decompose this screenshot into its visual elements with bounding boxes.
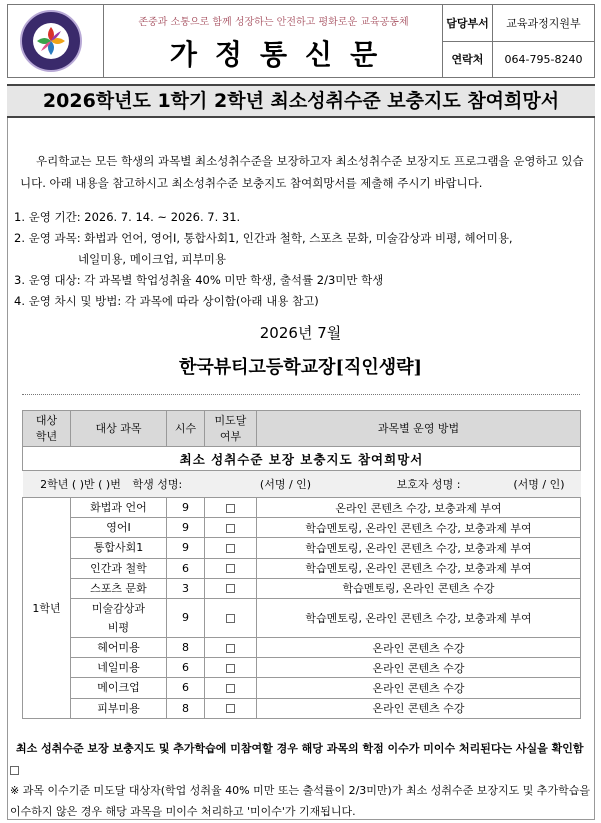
col-header-hours: 시수: [167, 411, 205, 447]
table-row: [23, 518, 581, 538]
subject-cell: 미술감상과 비평: [71, 598, 167, 637]
unmet-checkbox[interactable]: [226, 524, 235, 533]
col-header-grade: 대상 학년: [23, 411, 71, 447]
unmet-checkbox-cell: [205, 538, 257, 558]
hours-cell: 8: [167, 637, 205, 657]
contact-value: 064-795-8240: [493, 41, 595, 77]
notice: [10, 738, 592, 822]
method-cell: 온라인 콘텐츠 수강: [257, 678, 581, 698]
method-cell: 학습멘토링, 온라인 콘텐츠 수강, 보충과제 부여: [257, 558, 581, 578]
newsletter-title: 가정통신문: [169, 38, 396, 71]
unmet-checkbox[interactable]: [226, 564, 235, 573]
method-cell: 학습멘토링, 온라인 콘텐츠 수강, 보충과제 부여: [257, 598, 581, 637]
intro-paragraph: 우리학교는 모든 학생의 과목별 최소성취수준을 보장하고자 최소성취수준 보장지도 프로그램을 운영하고 있습니다. 아래 내용을 참고하시고 최소성취수준 보충지도 참여희망서를 제출해 주시기 바랍니다.: [20, 154, 584, 190]
info-item-subjects: 2. 운영 과목: 화법과 언어, 영어Ⅰ, 통합사회1, 인간과 철학, 스포츠 문화, 미술감상과 비평, 헤어미용,: [14, 231, 513, 245]
hours-cell: 3: [167, 578, 205, 598]
newsletter-header: [7, 4, 595, 78]
hours-cell: 6: [167, 678, 205, 698]
unmet-checkbox[interactable]: [226, 614, 235, 623]
student-name-label: 학생 성명:: [132, 478, 183, 491]
table-row: [23, 658, 581, 678]
contact-info-table: [442, 5, 594, 77]
col-header-subject: 대상 과목: [71, 411, 167, 447]
table-row: [23, 698, 581, 718]
dept-label: 담당부서: [443, 5, 493, 41]
subject-cell: 헤어미용: [71, 637, 167, 657]
table-row: [23, 578, 581, 598]
contact-label: 연락처: [443, 41, 493, 77]
method-cell: 학습멘토링, 온라인 콘텐츠 수강, 보충과제 부여: [257, 538, 581, 558]
unmet-checkbox-cell: [205, 518, 257, 538]
method-cell: 온라인 콘텐츠 수강: [257, 658, 581, 678]
table-row: [23, 678, 581, 698]
subject-cell: 메이크업: [71, 678, 167, 698]
footnote: ※ 과목 이수기준 미도달 대상자(학업 성취율 40% 미만 또는 출석률이 2/3미만)가 최소 성취수준 보장지도 및 추가학습을 이수하지 않은 경우 해당 과목을 미이수 처리하고 '미이수'가 기재됩니다.: [10, 784, 590, 818]
info-item-subjects-cont: 네일미용, 메이크업, 피부미용: [78, 252, 226, 266]
class-number-field[interactable]: 2학년 ( )반 ( )번: [40, 478, 121, 491]
cut-line: [22, 394, 580, 395]
hours-cell: 6: [167, 558, 205, 578]
parent-sign-field[interactable]: (서명 / 인): [513, 478, 565, 491]
participation-form: [22, 410, 581, 719]
school-slogan: 존중과 소통으로 함께 성장하는 안전하고 평화로운 교육공동체: [138, 17, 409, 28]
unmet-checkbox-cell: [205, 637, 257, 657]
grade-cell: 1학년: [23, 498, 71, 719]
info-item-period: 1. 운영 기간: 2026. 7. 14. ~ 2026. 7. 31.: [14, 210, 241, 224]
method-cell: 학습멘토링, 온라인 콘텐츠 수강: [257, 578, 581, 598]
title-box: [105, 5, 442, 77]
student-info-row: [23, 471, 581, 498]
confirm-statement: 최소 성취수준 보장 보충지도 및 추가학습에 미참여할 경우 해당 과목의 학점 이수가 미이수 처리된다는 사실을 확인함: [10, 738, 592, 780]
unmet-checkbox-cell: [205, 598, 257, 637]
unmet-checkbox-cell: [205, 698, 257, 718]
info-item-target: 3. 운영 대상: 각 과목별 학업성취율 40% 미만 학생, 출석률 2/3미만 학생: [14, 273, 384, 287]
hours-cell: 9: [167, 518, 205, 538]
document-title-banner: 2026학년도 1학기 2학년 최소성취수준 보충지도 참여희망서: [7, 84, 595, 118]
form-title: 최소 성취수준 보장 보충지도 참여희망서: [23, 447, 581, 471]
hours-cell: 9: [167, 598, 205, 637]
subject-cell: 스포츠 문화: [71, 578, 167, 598]
col-header-unmet: 미도달 여부: [205, 411, 257, 447]
unmet-checkbox-cell: [205, 558, 257, 578]
subject-cell: 피부미용: [71, 698, 167, 718]
method-cell: 온라인 콘텐츠 수강: [257, 637, 581, 657]
method-cell: 온라인 콘텐츠 수강, 보충과제 부여: [257, 498, 581, 518]
unmet-checkbox-cell: [205, 578, 257, 598]
hours-cell: 6: [167, 658, 205, 678]
subject-cell: 네일미용: [71, 658, 167, 678]
issue-date: 2026년 7월: [259, 324, 342, 342]
subject-cell: 영어Ⅰ: [71, 518, 167, 538]
unmet-checkbox[interactable]: [226, 644, 235, 653]
parent-name-label: 보호자 성명 :: [396, 478, 461, 491]
unmet-checkbox[interactable]: [226, 504, 235, 513]
unmet-checkbox[interactable]: [226, 584, 235, 593]
student-sign-field[interactable]: (서명 / 인): [259, 478, 312, 491]
info-list: [14, 207, 594, 312]
school-logo: [20, 10, 82, 72]
dept-value: 교육과정지원부: [493, 5, 595, 41]
table-row: [23, 538, 581, 558]
unmet-checkbox[interactable]: [226, 704, 235, 713]
unmet-checkbox-cell: [205, 658, 257, 678]
table-row: [23, 598, 581, 637]
unmet-checkbox[interactable]: [226, 684, 235, 693]
table-row: [23, 498, 581, 518]
unmet-checkbox[interactable]: [226, 544, 235, 553]
principal-signature: 한국뷰티고등학교장[직인생략]: [178, 357, 423, 378]
confirm-checkbox[interactable]: [10, 766, 19, 775]
col-header-method: 과목별 운영 방법: [257, 411, 581, 447]
method-cell: 온라인 콘텐츠 수강: [257, 698, 581, 718]
unmet-checkbox[interactable]: [226, 664, 235, 673]
table-row: [23, 558, 581, 578]
unmet-checkbox-cell: [205, 678, 257, 698]
hours-cell: 9: [167, 538, 205, 558]
subject-cell: 인간과 철학: [71, 558, 167, 578]
table-row: [23, 637, 581, 657]
info-item-method: 4. 운영 차시 및 방법: 각 과목에 따라 상이함(아래 내용 참고): [14, 294, 319, 308]
school-logo-box: [8, 5, 104, 77]
subject-cell: 통합사회1: [71, 538, 167, 558]
subject-cell: 화법과 언어: [71, 498, 167, 518]
method-cell: 학습멘토링, 온라인 콘텐츠 수강, 보충과제 부여: [257, 518, 581, 538]
unmet-checkbox-cell: [205, 498, 257, 518]
hours-cell: 9: [167, 498, 205, 518]
hours-cell: 8: [167, 698, 205, 718]
